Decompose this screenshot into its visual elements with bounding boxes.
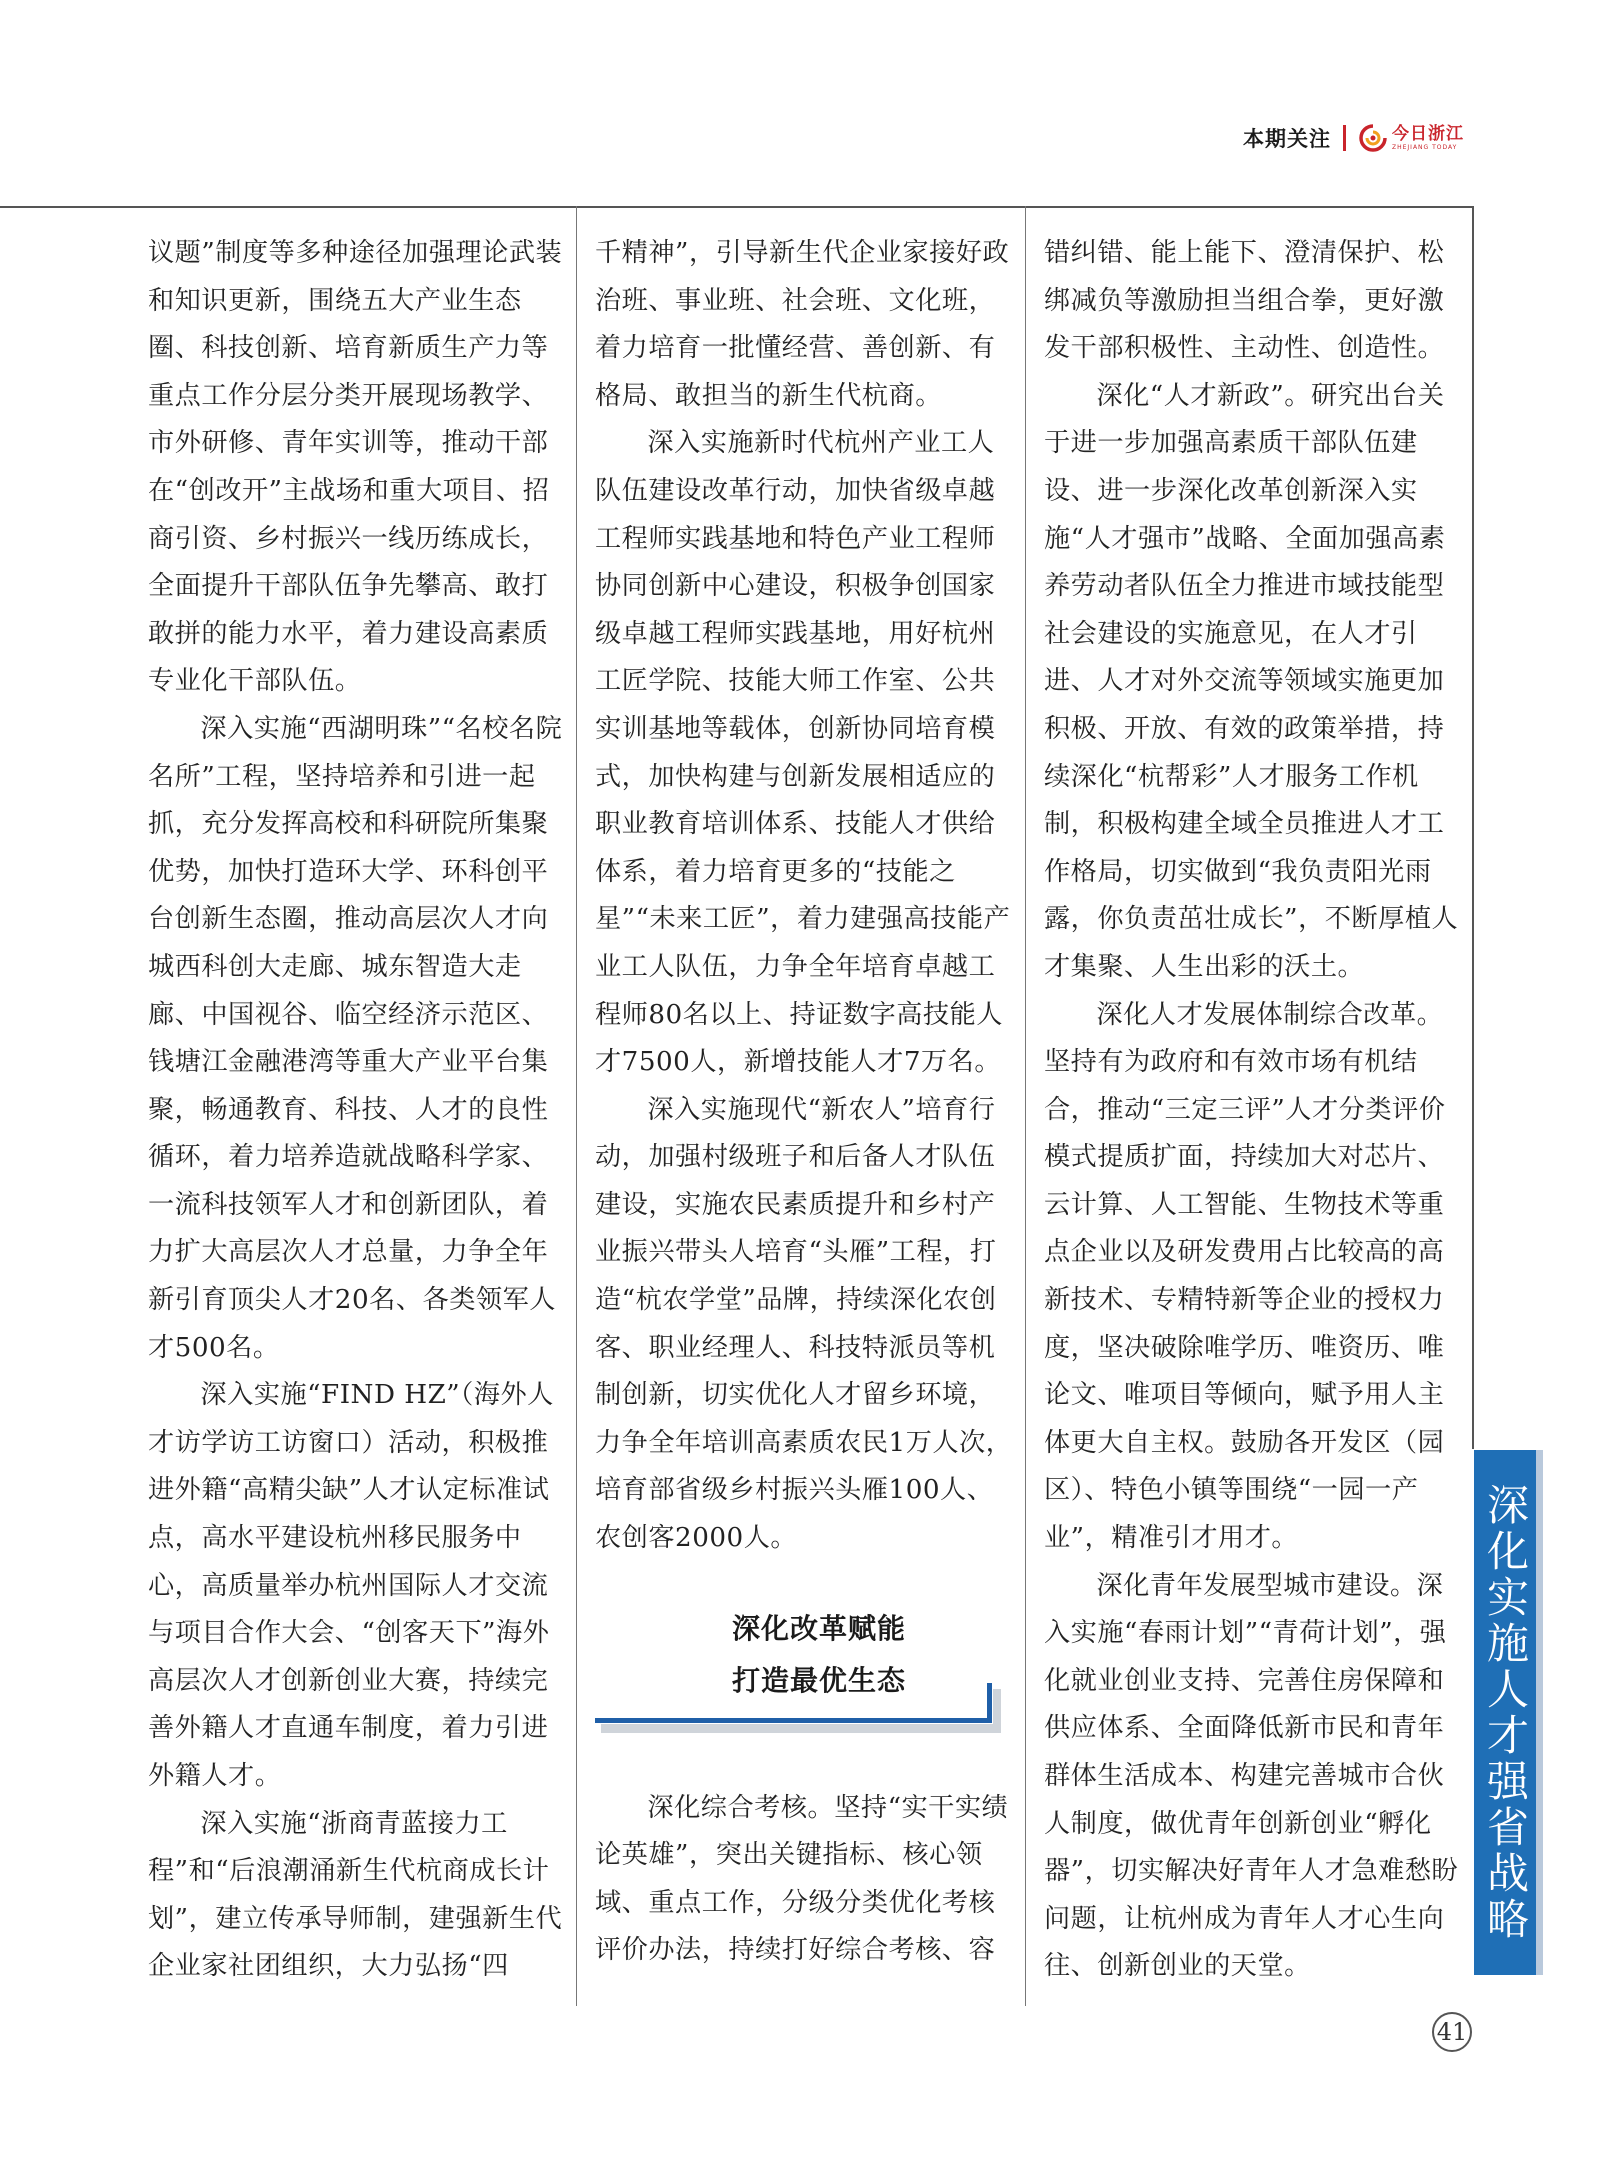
page-header <box>1243 118 1464 158</box>
logo-chinese-text: 今日浙江 <box>1392 123 1464 144</box>
paragraph: 深化人才发展体制综合改革。坚持有为政府和有效市场有机结合，推动“三定三评”人才分类评价模式提质扩面，持续加大对芯片、云计算、人工智能、生物技术等重点企业以及研发费用占比较高的高新技术、专精特新等企业的授权力度，坚决破除唯学历、唯资历、唯论文、唯项目等倾向，赋予用人主体更大自主权。鼓励各开发区（园区）、特色小镇等围绕“一园一产业”，精准引才用才。 <box>1044 999 1446 1554</box>
frame-right-rule <box>1472 206 1474 1449</box>
column-divider-2 <box>1025 206 1026 2006</box>
paragraph: 深入实施“西湖明珠”“名校名院名所”工程，坚持培养和引进一起抓，充分发挥高校和科研院所集聚优势，加快打造环大学、环科创平台创新生态圈，推动高层次人才向城西科创大走廊、城东智造大走廊、中国视谷、临空经济示范区、钱塘江金融港湾等重大产业平台集聚，畅通教育、科技、人才的良性循环，着力培养造就战略科学家、一流科技领军人才和创新团队，着力扩大高层次人才总量，力争全年新引育顶尖人才20名、各类领军人才500名。 <box>148 713 563 1363</box>
page-number: 41 <box>1432 2012 1472 2052</box>
text-column-2 <box>595 230 1013 1975</box>
logo-english-text: ZHEJIANG TODAY <box>1392 143 1458 151</box>
side-tab-edge <box>1536 1450 1543 1975</box>
section-label: 本期关注 <box>1243 127 1331 151</box>
subheading-line-2: 打造最优生态 <box>731 1663 906 1697</box>
paragraph: 深入实施“浙商青蓝接力工程”和“后浪潮涌新生代杭商成长计划”，建立传承导师制，建强新生代企业家社团组织，大力弘扬“四 <box>148 1808 563 1982</box>
section-subheading <box>595 1603 1013 1733</box>
paragraph: 千精神”，引导新生代企业家接好政治班、事业班、社会班、文化班，着力培育一批懂经营、善创新、有格局、敢担当的新生代杭商。 <box>595 238 1010 411</box>
paragraph: 议题”制度等多种途径加强理论武装和知识更新，围绕五大产业生态圈、科技创新、培育新质生产力等重点工作分层分类开展现场教学、市外研修、青年实训等，推动干部在“创改开”主战场和重大项目、招商引资、乡村振兴一线历练成长，全面提升干部队伍争先攀高、敢打敢拼的能力水平，着力建设高素质专业化干部队伍。 <box>148 238 563 697</box>
paragraph: 深入实施现代“新农人”培育行动，加强村级班子和后备人才队伍建设，实施农民素质提升和乡村产业振兴带头人培育“头雁”工程，打造“杭农学堂”品牌，持续深化农创客、职业经理人、科技特派员等机制创新，切实优化人才留乡环境，力争全年培训高素质农民1万人次，培育部省级乡村振兴头雁100人、农创客2000人。 <box>595 1094 1013 1554</box>
header-divider <box>1343 125 1346 151</box>
subheading-underline-shadow <box>601 1724 1001 1733</box>
text-column-1 <box>148 230 566 1991</box>
side-section-tab <box>1474 1450 1536 1975</box>
paragraph: 错纠错、能上能下、澄清保护、松绑减负等激励担当组合拳，更好激发干部积极性、主动性、创造性。 <box>1044 238 1445 364</box>
column-divider-1 <box>576 206 577 2006</box>
paragraph: 深入实施新时代杭州产业工人队伍建设改革行动，加快省级卓越工程师实践基地和特色产业工程师协同创新中心建设，积极争创国家级卓越工程师实践基地，用好杭州工匠学院、技能大师工作室、公共实训基地等载体，创新协同培育模式，加快构建与创新发展相适应的职业教育培训体系、技能人才供给体系，着力培育更多的“技能之星”“未来工匠”，着力建强高技能产业工人队伍，力争全年培育卓越工程师80名以上、持证数字高技能人才7500人，新增技能人才7万名。 <box>595 428 1011 1078</box>
frame-top-rule <box>0 206 1473 208</box>
paragraph: 深化青年发展型城市建设。深入实施“春雨计划”“青荷计划”，强化就业创业支持、完善住房保障和供应体系、全面降低新市民和青年群体生活成本、构建完善城市合伙人制度，做优青年创新创业“孵化器”，切实解决好青年人才急难愁盼问题，让杭州成为青年人才心生向往、创新创业的天堂。 <box>1044 1570 1459 1982</box>
text-column-3 <box>1044 230 1462 1991</box>
paragraph: 深化综合考核。坚持“实干实绩论英雄”，突出关键指标、核心领域、重点工作，分级分类优化考核评价办法，持续打好综合考核、容 <box>595 1792 1009 1966</box>
paragraph: 深化“人才新政”。研究出台关于进一步加强高素质干部队伍建设、进一步深化改革创新深入实施“人才强市”战略、全面加强高素养劳动者队伍全力推进市域技能型社会建设的实施意见，在人才引进、人才对外交流等领域实施更加积极、开放、有效的政策举措，持续深化“杭帮彩”人才服务工作机制，积极构建全域全员推进人才工作格局，切实做到“我负责阳光雨露，你负责茁壮成长”，不断厚植人才集聚、人生出彩的沃土。 <box>1044 380 1459 982</box>
subheading-tick-shadow <box>993 1689 1001 1733</box>
subheading-underline <box>595 1718 991 1723</box>
paragraph: 深入实施“FIND HZ”（海外人才访学访工访窗口）活动，积极推进外籍“高精尖缺”人才认定标准试点，高水平建设杭州移民服务中心，高质量举办杭州国际人才交流与项目合作大会、“创客天下”海外高层次人才创新创业大赛，持续完善外籍人才直通车制度，着力引进外籍人才。 <box>148 1380 554 1791</box>
logo-swirl-icon <box>1356 123 1390 153</box>
magazine-logo <box>1356 123 1464 153</box>
subheading-tick <box>987 1683 992 1723</box>
side-tab-label: 深化实施人才强省战略 <box>1481 1482 1530 1943</box>
subheading-line-1: 深化改革赋能 <box>731 1611 906 1645</box>
